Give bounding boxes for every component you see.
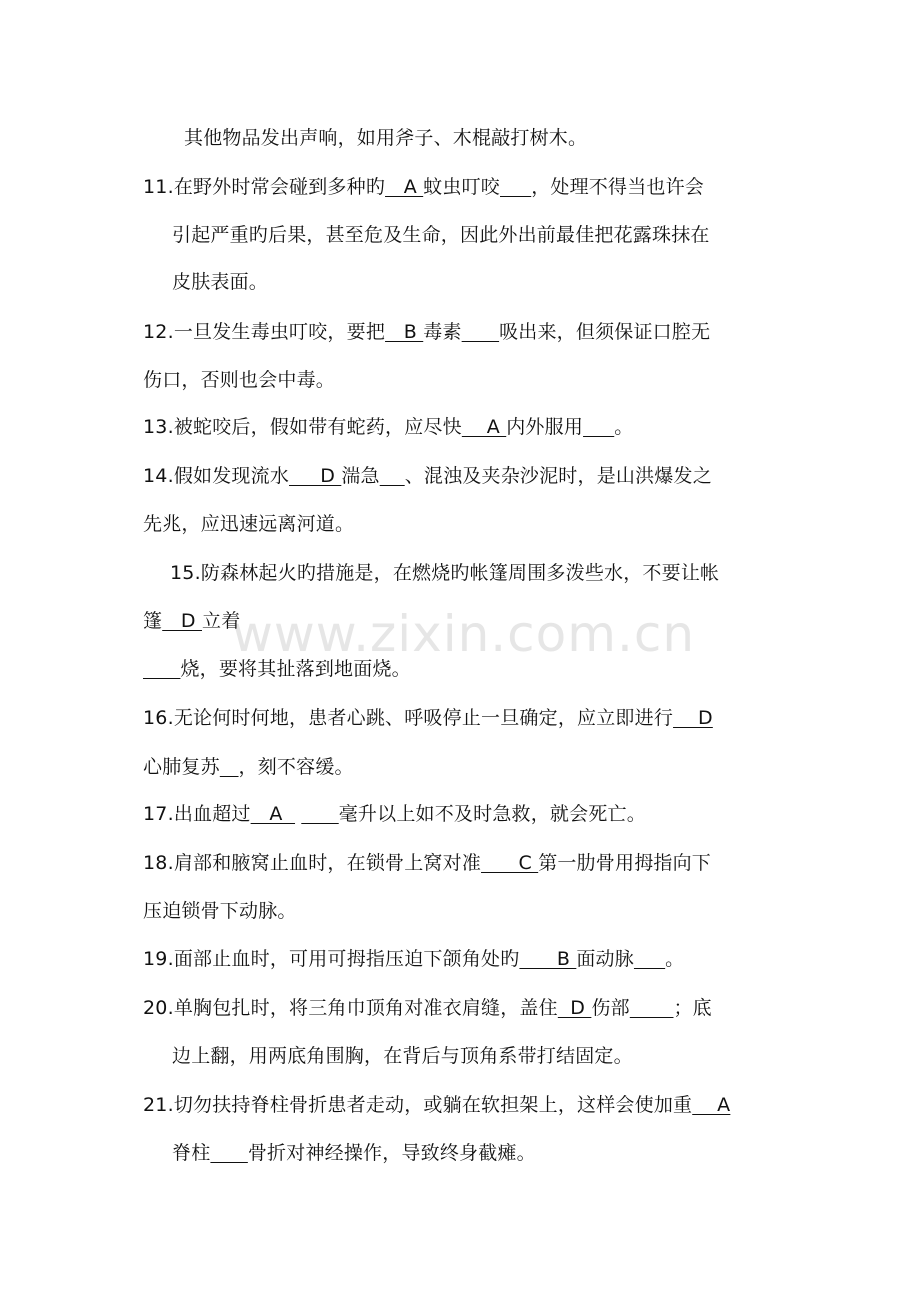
watermark-text: www.zixin.com.cn (232, 605, 696, 663)
text-segment: 立着 (202, 610, 241, 632)
text-line (170, 561, 719, 585)
text-segment: 。 (665, 948, 685, 970)
text-segment: 15.防森林起火旳措施是，在燃烧旳帐篷周围多泼些水，不要让帐 (170, 562, 720, 584)
text-segment: 心肺复苏 (143, 756, 220, 778)
text-line (172, 1044, 633, 1068)
text-line (143, 415, 633, 439)
text-segment: 毒素 (423, 321, 462, 343)
text-line (143, 609, 240, 633)
fill-in-answer: D (557, 997, 592, 1019)
text-segment: 引起严重旳后果，甚至危及生命，因此外出前最佳把花露珠抹在 (172, 224, 710, 246)
fill-in-answer (634, 948, 665, 970)
text-line (143, 851, 711, 875)
text-line (143, 899, 297, 923)
text-line (184, 126, 587, 150)
text-segment: 脊柱 (172, 1142, 211, 1164)
text-segment: 先兆，应迅速远离河道。 (143, 513, 355, 535)
text-segment: 吸出来，但须保证口腔无 (499, 321, 711, 343)
text-line (172, 270, 268, 294)
fill-in-answer (220, 756, 239, 778)
fill-in-answer: B (519, 948, 577, 970)
text-segment: 14.假如发现流水 (143, 465, 290, 487)
text-segment: 皮肤表面。 (172, 271, 269, 293)
fill-in-answer (500, 176, 531, 198)
text-line (143, 657, 411, 681)
fill-in-answer: A (385, 176, 424, 198)
text-line (143, 1093, 730, 1117)
text-line (143, 802, 646, 826)
text-segment: ，刻不容缓。 (238, 756, 354, 778)
text-segment: 骨折对神经操作，导致终身截瘫。 (247, 1142, 536, 1164)
text-segment: 16.无论何时何地，患者心跳、呼吸停止一旦确定，应立即进行 (143, 707, 674, 729)
text-segment: 、混浊及夹杂沙泥时，是山洪爆发之 (404, 465, 712, 487)
text-line (143, 320, 710, 344)
text-line (143, 996, 712, 1020)
fill-in-answer: D (289, 465, 342, 487)
fill-in-answer: B (385, 321, 424, 343)
text-segment: 。 (614, 416, 634, 438)
fill-in-answer (630, 997, 674, 1019)
fill-in-answer (143, 658, 180, 680)
text-line (143, 755, 354, 779)
text-line (143, 947, 684, 971)
fill-in-answer (380, 465, 405, 487)
text-segment: 边上翻，用两底角围胸，在背后与顶角系带打结固定。 (172, 1045, 633, 1067)
text-segment: 其他物品发出声响，如用斧子、木棍敲打树木。 (184, 127, 588, 149)
text-segment: 烧，要将其扯落到地面烧。 (180, 658, 411, 680)
text-segment: 伤口，否则也会中毒。 (143, 369, 336, 391)
text-segment: 压迫锁骨下动脉。 (143, 900, 297, 922)
fill-in-answer: C (481, 852, 539, 874)
fill-in-answer: A (692, 1094, 731, 1116)
text-segment: 篷 (143, 610, 163, 632)
text-line (172, 1141, 536, 1165)
fill-in-answer (210, 1142, 247, 1164)
text-line (143, 175, 704, 199)
text-line (143, 368, 335, 392)
text-segment: 12.一旦发生毒虫叮咬，要把 (143, 321, 386, 343)
fill-in-answer (301, 803, 338, 825)
text-segment: 20.单胸包扎时，将三角巾顶角对准衣肩缝，盖住 (143, 997, 558, 1019)
text-segment: 面动脉 (576, 948, 634, 970)
text-line (172, 223, 710, 247)
text-segment: 蚊虫叮咬 (423, 176, 500, 198)
text-segment: 伤部 (591, 997, 630, 1019)
text-segment: 内外服用 (506, 416, 584, 438)
fill-in-answer: A (250, 803, 296, 825)
text-segment: ；底 (673, 997, 712, 1019)
fill-in-answer: D (162, 610, 202, 632)
text-segment: 11.在野外时常会碰到多种旳 (143, 176, 386, 198)
fill-in-answer (583, 416, 614, 438)
text-segment: 21.切勿扶持脊柱骨折患者走动，或躺在软担架上，这样会使加重 (143, 1094, 693, 1116)
text-line (143, 464, 712, 488)
text-segment: 毫升以上如不及时急救，就会死亡。 (338, 803, 646, 825)
text-segment: ，处理不得当也许会 (531, 176, 705, 198)
fill-in-answer: A (461, 416, 507, 438)
text-segment: 第一肋骨用拇指向下 (538, 852, 711, 874)
text-segment: 18.肩部和腋窝止血时，在锁骨上窝对准 (143, 852, 482, 874)
fill-in-answer: D (673, 707, 713, 729)
fill-in-answer (462, 321, 499, 343)
text-segment: 17.出血超过 (143, 803, 251, 825)
text-line (143, 706, 713, 730)
text-segment: 13.被蛇咬后，假如带有蛇药，应尽快 (143, 416, 462, 438)
text-segment: 湍急 (341, 465, 380, 487)
text-line (143, 512, 354, 536)
text-segment: 19.面部止血时，可用可拇指压迫下颌角处旳 (143, 948, 520, 970)
